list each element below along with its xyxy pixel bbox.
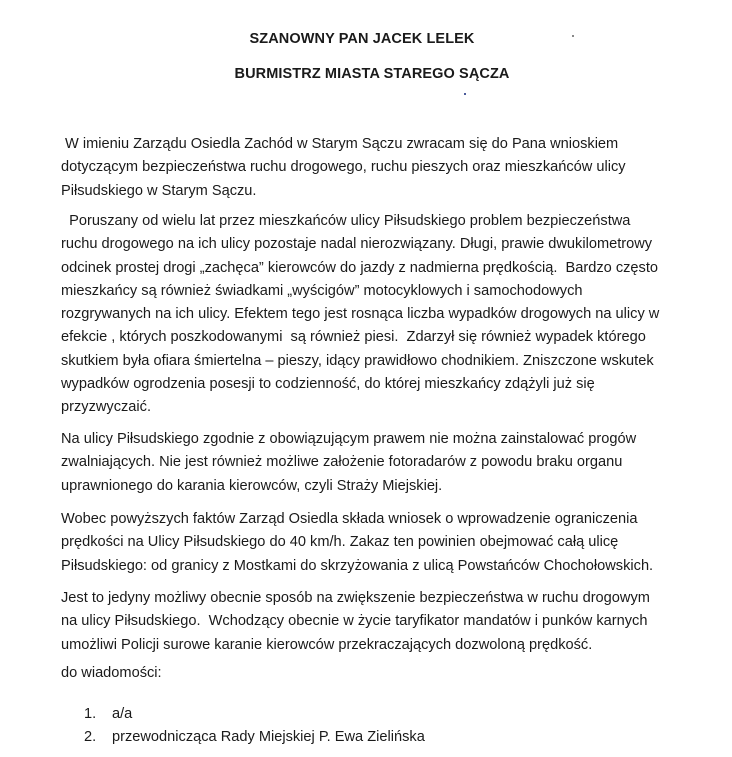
text-line: Na ulicy Piłsudskiego zgodnie z obowiązującym prawem nie można zainstalować progów <box>61 431 637 447</box>
text-line: prędkości na Ulicy Piłsudskiego do 40 km/h. Zakaz ten powinien obejmować całą ulicę <box>61 534 619 551</box>
addressee-heading: SZANOWNY PAN JACEK LELEK <box>249 31 475 47</box>
paragraph-conclusion <box>61 587 721 657</box>
text-line: Jest to jedyny możliwy obecnie sposób na zwiększenie bezpieczeństwa w ruchu drogowym <box>61 590 650 606</box>
cc-list-item <box>84 726 425 749</box>
text-line: Piłsudskiego: od granicy z Mostkami do skrzyżowania z ulicą Powstańców Chochołowskich. <box>61 557 654 574</box>
text-line: umożliwi Policji surowe karanie kierowców przekraczających dozwoloną prędkość. <box>61 636 593 653</box>
text-line: odcinek prostej drogi „zachęca” kierowców do jazdy z nadmierna prędkością. Bardzo często <box>61 259 659 276</box>
cc-label: do wiadomości: <box>61 665 162 681</box>
paragraph-intro <box>61 133 721 203</box>
list-number: 1. <box>84 706 97 722</box>
text-line: uprawnionego do karania kierowców, czyli Straży Miejskiej. <box>61 477 443 494</box>
list-text: a/a <box>112 706 133 722</box>
paragraph-legal <box>61 428 721 498</box>
scan-speck <box>572 35 574 37</box>
list-number: 2. <box>84 729 97 745</box>
list-text: przewodnicząca Rady Miejskiej P. Ewa Zielińska <box>112 729 425 745</box>
text-line: skutkiem była ofiara śmiertelna – pieszy, idący prawidłowo chodnikiem. Zniszczone wskutek <box>61 352 654 369</box>
text-line: wypadków ogrodzenia posesji to codzienność, do której mieszkańcy zdążyli już się <box>61 376 595 393</box>
position-heading: BURMISTRZ MIASTA STAREGO SĄCZA <box>234 66 510 82</box>
text-line: dotyczącym bezpieczeństwa ruchu drogowego, ruchu pieszych oraz mieszkańców ulicy <box>61 159 626 176</box>
text-line: przyzwyczaić. <box>61 399 152 416</box>
text-line: rozgrywanych na ich ulicy. Efektem tego jest rosnąca liczba wypadków drogowych na ulicy w <box>61 306 660 323</box>
text-line: mieszkańcy są również świadkami „wyścigów” motocyklowych i samochodowych <box>61 282 583 299</box>
text-line: Wobec powyższych faktów Zarząd Osiedla składa wniosek o wprowadzenie ograniczenia <box>61 511 638 527</box>
text-line: na ulicy Piłsudskiego. Wchodzący obecnie w życie taryfikator mandatów i punków karnych <box>61 613 648 630</box>
cc-list <box>84 703 425 749</box>
text-line: Piłsudskiego w Starym Sączu. <box>61 182 257 199</box>
text-line: zwalniających. Nie jest również możliwe założenie fotoradarów z powodu braku organu <box>61 454 623 471</box>
text-line: ruchu drogowego na ich ulicy pozostaje nadal nierozwiązany. Długi, prawie dwukilometrowy <box>61 236 653 253</box>
cc-list-item <box>84 703 425 726</box>
scan-speck <box>464 93 466 95</box>
text-line: W imieniu Zarządu Osiedla Zachód w Starym Sączu zwracam się do Pana wnioskiem <box>61 136 619 152</box>
paragraph-request <box>61 508 721 578</box>
text-line: efekcie , których poszkodowanymi są również piesi. Zdarzył się również wypadek którego <box>61 329 646 346</box>
text-line: Poruszany od wielu lat przez mieszkańców ulicy Piłsudskiego problem bezpieczeństwa <box>61 213 631 229</box>
paragraph-problem <box>61 210 721 420</box>
